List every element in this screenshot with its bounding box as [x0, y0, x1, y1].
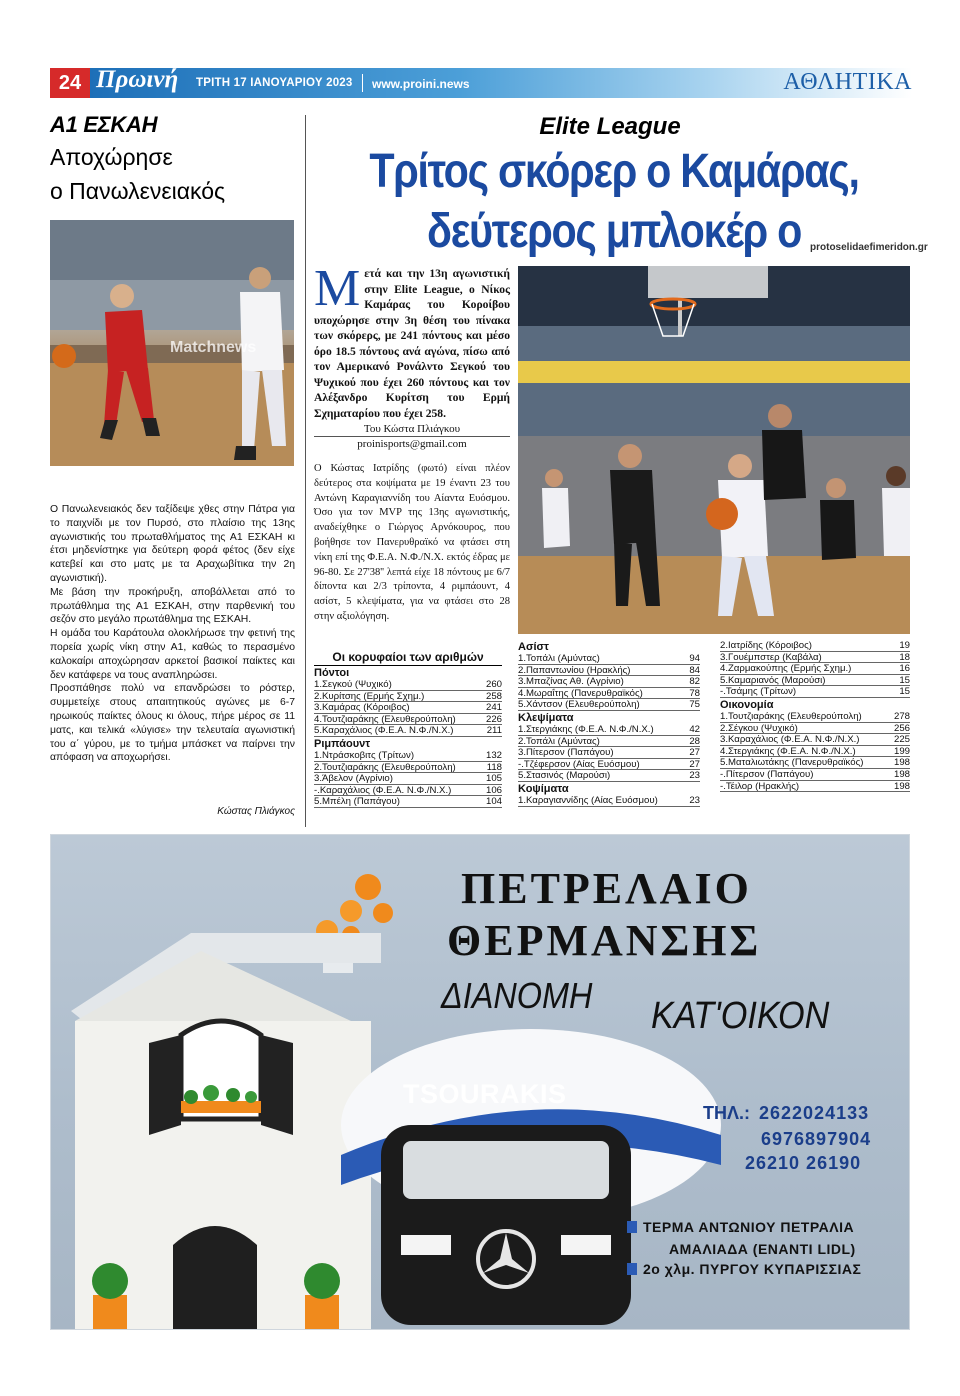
stats-column-1 [314, 650, 502, 808]
player-name: 3.Άβελον (Αγρίνιο) [314, 773, 393, 784]
source-watermark: protoselidaefimeridon.gr [810, 242, 928, 253]
stat-value: 104 [485, 796, 502, 808]
table-row [518, 724, 700, 736]
issue-date: ΤΡΙΤΗ 17 ΙΑΝΟΥΑΡΙΟΥ 2023 [196, 77, 353, 89]
stats-title: Οι κορυφαίοι των αριθμών [314, 650, 502, 666]
ad-phone-2: 6976897904 [761, 1129, 872, 1149]
stat-value: 84 [689, 664, 700, 676]
table-row [720, 663, 910, 675]
ad-brand: TSOURAKIS [403, 1079, 567, 1109]
heating-oil-advertisement [50, 834, 910, 1330]
stats-column-2 [518, 640, 700, 807]
main-author: Του Κώστα Πλιάγκου [363, 423, 461, 435]
table-row [720, 640, 910, 652]
player-name: 3.Μπαζίνας Αθ. (Αγρίνιο) [518, 676, 624, 687]
left-article-photo [50, 220, 294, 466]
left-paragraph: Προσπάθησε πολύ να επανδρώσει το ρόστερ, συμμετείχε στους απαιτητικούς αγώνες με 6-7 ηρωικούς παίκτες όλους κι όλους, πήρε μέρος σε 11 ματς, και τελικά «λύγισε» την τελευταία αγωνιστική του α΄ γύρου, με το τμήμα μπάσκετ να παίρνει την απόφαση να αποχωρήσει. [50, 683, 295, 764]
table-row [314, 679, 502, 691]
photo-logo-text: Matchnews [170, 339, 257, 356]
table-row [518, 795, 700, 807]
author-email[interactable]: proinisports@gmail.com [357, 438, 467, 450]
table-row [314, 785, 502, 797]
left-byline: Κώστας Πλιάγκος [217, 806, 295, 817]
stat-value: 256 [893, 722, 910, 734]
table-row [720, 675, 910, 687]
left-headline [50, 140, 295, 208]
stats-category-steals: Κλεψίματα [518, 711, 574, 724]
player-name: 3.Καμάρας (Κόροιβος) [314, 702, 410, 713]
stat-value: 23 [689, 770, 700, 782]
table-row [314, 702, 502, 714]
table-row [720, 711, 910, 723]
stat-value: 260 [485, 679, 502, 690]
table-row [518, 653, 700, 665]
stat-value: 75 [689, 699, 700, 711]
left-kicker: Α1 ΕΣΚΑΗ [50, 112, 158, 137]
main-kicker: Elite League [539, 113, 681, 140]
table-row [518, 736, 700, 748]
stat-value: 94 [689, 653, 700, 664]
player-name: 5.Ματαλιωτάκης (Πανερυθραϊκός) [720, 757, 864, 768]
player-name: 1.Σεγκού (Ψυχικό) [314, 679, 392, 690]
stat-value: 118 [486, 761, 502, 773]
table-row [518, 688, 700, 700]
player-name: 1.Τουτζιαράκης (Ελευθερούπολη) [720, 710, 862, 722]
table-row [720, 746, 910, 758]
ad-address-1 [627, 1219, 854, 1235]
player-name: 2.Σέγκου (Ψυχικό) [720, 722, 798, 734]
stat-value: 15 [899, 674, 910, 686]
player-name: -.Καραχάλιος (Φ.Ε.Α. Ν.Φ./Ν.Χ.) [314, 784, 452, 796]
player-name: 5.Καμαριανός (Μαρούσι) [720, 674, 826, 686]
player-name: 4.Στεργιάκης (Φ.Ε.Α. Ν.Φ./Ν.Χ.) [720, 745, 856, 757]
stat-value: 258 [485, 690, 502, 702]
stats-category-economy: Οικονομία [720, 698, 774, 711]
player-name: -.Πίτερσον (Παπάγου) [720, 768, 814, 780]
ad-tagline-2: ΚΑΤ'ΟΙΚΟΝ [651, 995, 830, 1037]
player-name: 5.Χάντσον (Ελευθερούπολη) [518, 699, 640, 710]
column-divider [305, 115, 306, 827]
stat-value: 241 [485, 702, 502, 714]
drop-cap: Μ [314, 260, 361, 317]
ad-phone-1: 2622024133 [759, 1103, 870, 1123]
basketball-photo-illustration [50, 220, 294, 466]
table-row [518, 699, 700, 711]
stat-value: 28 [689, 735, 700, 747]
stat-value: 19 [899, 640, 910, 651]
table-row [314, 714, 502, 726]
player-name: 1.Καραγιαννίδης (Αίας Ευόσμου) [518, 794, 658, 806]
left-paragraph: Με βάση την προκήρυξη, αποβάλλεται από το πρωτάθλημα της Α1 ΕΣΚΑΗ, στην παρθενική του σεζόν στο μεγάλο πρωτάθλημα της ΕΣΚΑΗ. [50, 586, 295, 626]
stat-value: 82 [689, 676, 700, 688]
ad-address-2-text: ΑΜΑΛΙΑΔΑ (ΕΝΑΝΤΙ LIDL) [669, 1241, 856, 1257]
ad-headline-line-1: ΠΕΤΡΕΛΑΙΟ [461, 864, 752, 913]
stat-value: 199 [893, 745, 910, 757]
stat-value: 23 [689, 794, 700, 806]
stat-value: 198 [893, 757, 910, 769]
table-row [314, 773, 502, 785]
player-name: 1.Στεργιάκης (Φ.Ε.Α. Ν.Φ./Ν.Χ.) [518, 723, 654, 735]
player-name: 3.Πίτερσον (Παπάγου) [518, 747, 614, 758]
ad-address-1-text: ΤΕΡΜΑ ΑΝΤΩΝΙΟΥ ΠΕΤΡΑΛΙΑ [643, 1219, 855, 1235]
stats-category-blocks: Κοψίματα [518, 782, 569, 795]
ad-phone-3: 26210 26190 [745, 1153, 862, 1173]
stat-value: 226 [485, 713, 502, 725]
player-name: 2.Παπαντωνίου (Ηρακλής) [518, 664, 631, 676]
table-row [314, 691, 502, 703]
stat-value: 106 [485, 784, 502, 796]
table-row [720, 686, 910, 698]
ad-address-3 [627, 1261, 861, 1277]
table-row [720, 757, 910, 769]
player-name: 1.Ντράσκοβιτς (Τρίτων) [314, 749, 415, 761]
masthead: Πρωινή [96, 66, 179, 93]
table-row [314, 762, 502, 774]
left-article-body [50, 503, 295, 765]
player-name: -.Τσάμης (Τρίτων) [720, 686, 797, 697]
player-name: -.Τζέφερσον (Αίας Ευόσμου) [518, 758, 640, 770]
ad-headline-line-2: ΘΕΡΜΑΝΣΗΣ [447, 916, 762, 965]
player-name: 5.Μπέλη (Παπάγου) [314, 796, 400, 807]
player-name: 4.Ζαρμακούπης (Ερμής Σχημ.) [720, 663, 852, 674]
stat-value: 78 [689, 687, 700, 699]
main-headline-line-2: δεύτερος μπλοκέρ ο [426, 205, 801, 258]
table-row [314, 725, 502, 737]
stat-value: 27 [689, 758, 700, 770]
table-row [720, 734, 910, 746]
page-number: 24 [50, 68, 90, 98]
header-divider [362, 74, 363, 92]
section-title: ΑΘΛΗΤΙΚΑ [783, 69, 912, 95]
table-row [720, 723, 910, 735]
main-article-photo [518, 266, 910, 634]
table-row [720, 781, 910, 793]
left-headline-line-1: Αποχώρησε [50, 144, 173, 170]
ad-tagline-1: ΔΙΑΝΟΜΗ [441, 975, 593, 1016]
author-divider [314, 436, 510, 437]
stats-category-assists: Ασίστ [518, 641, 549, 653]
table-row [518, 665, 700, 677]
stat-value: 211 [486, 725, 502, 737]
stat-value: 198 [893, 768, 910, 780]
stats-category-rebounds: Ριμπάουντ [314, 737, 371, 750]
stat-value: 16 [899, 663, 910, 675]
ad-phone-label: ΤΗΛ.: [703, 1103, 750, 1123]
player-name: -.Τέιλορ (Ηρακλής) [720, 780, 800, 792]
main-lead [314, 260, 510, 421]
main-headline-line-1: Τρίτος σκόρερ ο Καμάρας, [369, 145, 859, 198]
stat-value: 278 [893, 710, 910, 722]
player-name: 2.Τοπάλι (Αμύντας) [518, 735, 600, 747]
basketball-game-illustration [518, 266, 910, 634]
stat-value: 198 [893, 780, 910, 792]
stats-category-points: Πόντοι [314, 667, 350, 679]
table-row [314, 750, 502, 762]
stat-value: 225 [893, 734, 910, 746]
player-name: 3.Γουέμπστερ (Καβάλα) [720, 651, 822, 663]
player-name: 4.Μωραΐτης (Πανερυθραϊκός) [518, 687, 643, 699]
player-name: 4.Τουτζιαράκης (Ελευθερούπολη) [314, 713, 456, 725]
lead-text: ετά και την 13η αγωνιστική στην Elite League, ο Νίκος Καμάρας του Κοροίβου υποχώρησε στην 3η θέση του πίνακα των σκόρερς, με 241 πόντους και μέσο όρο 18.5 πόντους ανά αγώνα, πίσω από τον Αμερικανό Ρονάλντο Σεγκού του Ψυχικού που έχει 260 πόντους και τον Αλέξανδρο Κυρίτση του Ερμή Σχηματαρίου που έχει 258. [314, 267, 510, 420]
stat-value: 18 [899, 651, 910, 663]
ad-address-3-text: 2ο χλμ. ΠΥΡΓΟΥ ΚΥΠΑΡΙΣΣΙΑΣ [643, 1261, 862, 1277]
stat-value: 132 [485, 749, 502, 761]
stat-value: 27 [689, 747, 700, 759]
bullet-icon [627, 1221, 637, 1233]
player-name: 5.Στασινός (Μαρούσι) [518, 770, 611, 781]
player-name: 2.Κυρίτσης (Ερμής Σχημ.) [314, 690, 425, 702]
stat-value: 15 [899, 686, 910, 698]
stat-value: 42 [689, 723, 700, 735]
page-header [50, 68, 912, 98]
bullet-icon [627, 1263, 637, 1275]
left-article-header [50, 112, 295, 208]
ad-address-2 [669, 1241, 856, 1257]
table-row [518, 747, 700, 759]
player-name: 1.Τοπάλι (Αμύντας) [518, 653, 600, 664]
table-row [720, 769, 910, 781]
site-url[interactable]: www.proini.news [372, 77, 470, 91]
player-name: 3.Καραχάλιος (Φ.Ε.Α. Ν.Φ./Ν.Χ.) [720, 734, 860, 745]
player-name: 2.Τουτζιαράκης (Ελευθερούπολη) [314, 761, 456, 773]
left-paragraph: Ο Πανωλενειακός δεν ταξίδεψε χθες στην Πάτρα για το παιχνίδι με τον Πυρσό, στο πλαίσιο της 13ης αγωνιστικής του πρωταθλήματος της Α1 ΕΣΚΑΗ κι έτσι μηδενίστηκε για δεύτερη φορά φέτος (δεν είχε κατεβεί και στο ματς με τα Αραχωβίτικα την 2η αγωνιστική). [50, 504, 295, 584]
table-row [518, 770, 700, 782]
left-paragraph: Η ομάδα του Καράτουλα ολοκλήρωσε την φετινή της πορεία χωρίς νίκη στην Α1, καθώς το περασμένο καλοκαίρι αποχώρησαν αρκετοί βασικοί παίκτες και δεν κατάφερε να τους αναπληρώσει. [50, 628, 295, 681]
table-row [720, 652, 910, 664]
stats-column-3 [720, 640, 910, 792]
main-body: Ο Κώστας Ιατρίδης (φωτό) είναι πλέον δεύτερος στα κοψίματα με 19 έναντι 23 του Αντώνη Καραγιαννίδη του Αίαντα Ευόσμου. Όσο για τον MVP της 13ης αγωνιστικής, αναδείχθηκε ο Γιώργος Αρνόκουρος, που βοήθησε τον Πανερυθραϊκό να φτάσει στη νίκη επί της Φ.Ε.Α. Ν.Φ./Ν.Χ. εκτός έδρας με 96-80. Σε 27'38'' λεπτά είχε 18 πόντους με 6/7 δίποντα και 2/3 τρίποντα, 4 ριμπάουντ, 4 ασίστ, 5 κλεψίματα, για να φτάσει στο 28 στην αξιολόγηση. [314, 463, 510, 622]
table-row [314, 796, 502, 808]
table-row [518, 759, 700, 771]
player-name: 2.Ιατρίδης (Κόροιβος) [720, 640, 812, 651]
left-headline-line-2: ο Πανωλενειακός [50, 178, 226, 204]
player-name: 5.Καραχάλιος (Φ.Ε.Α. Ν.Φ./Ν.Χ.) [314, 725, 454, 736]
table-row [518, 676, 700, 688]
stat-value: 105 [485, 773, 502, 785]
